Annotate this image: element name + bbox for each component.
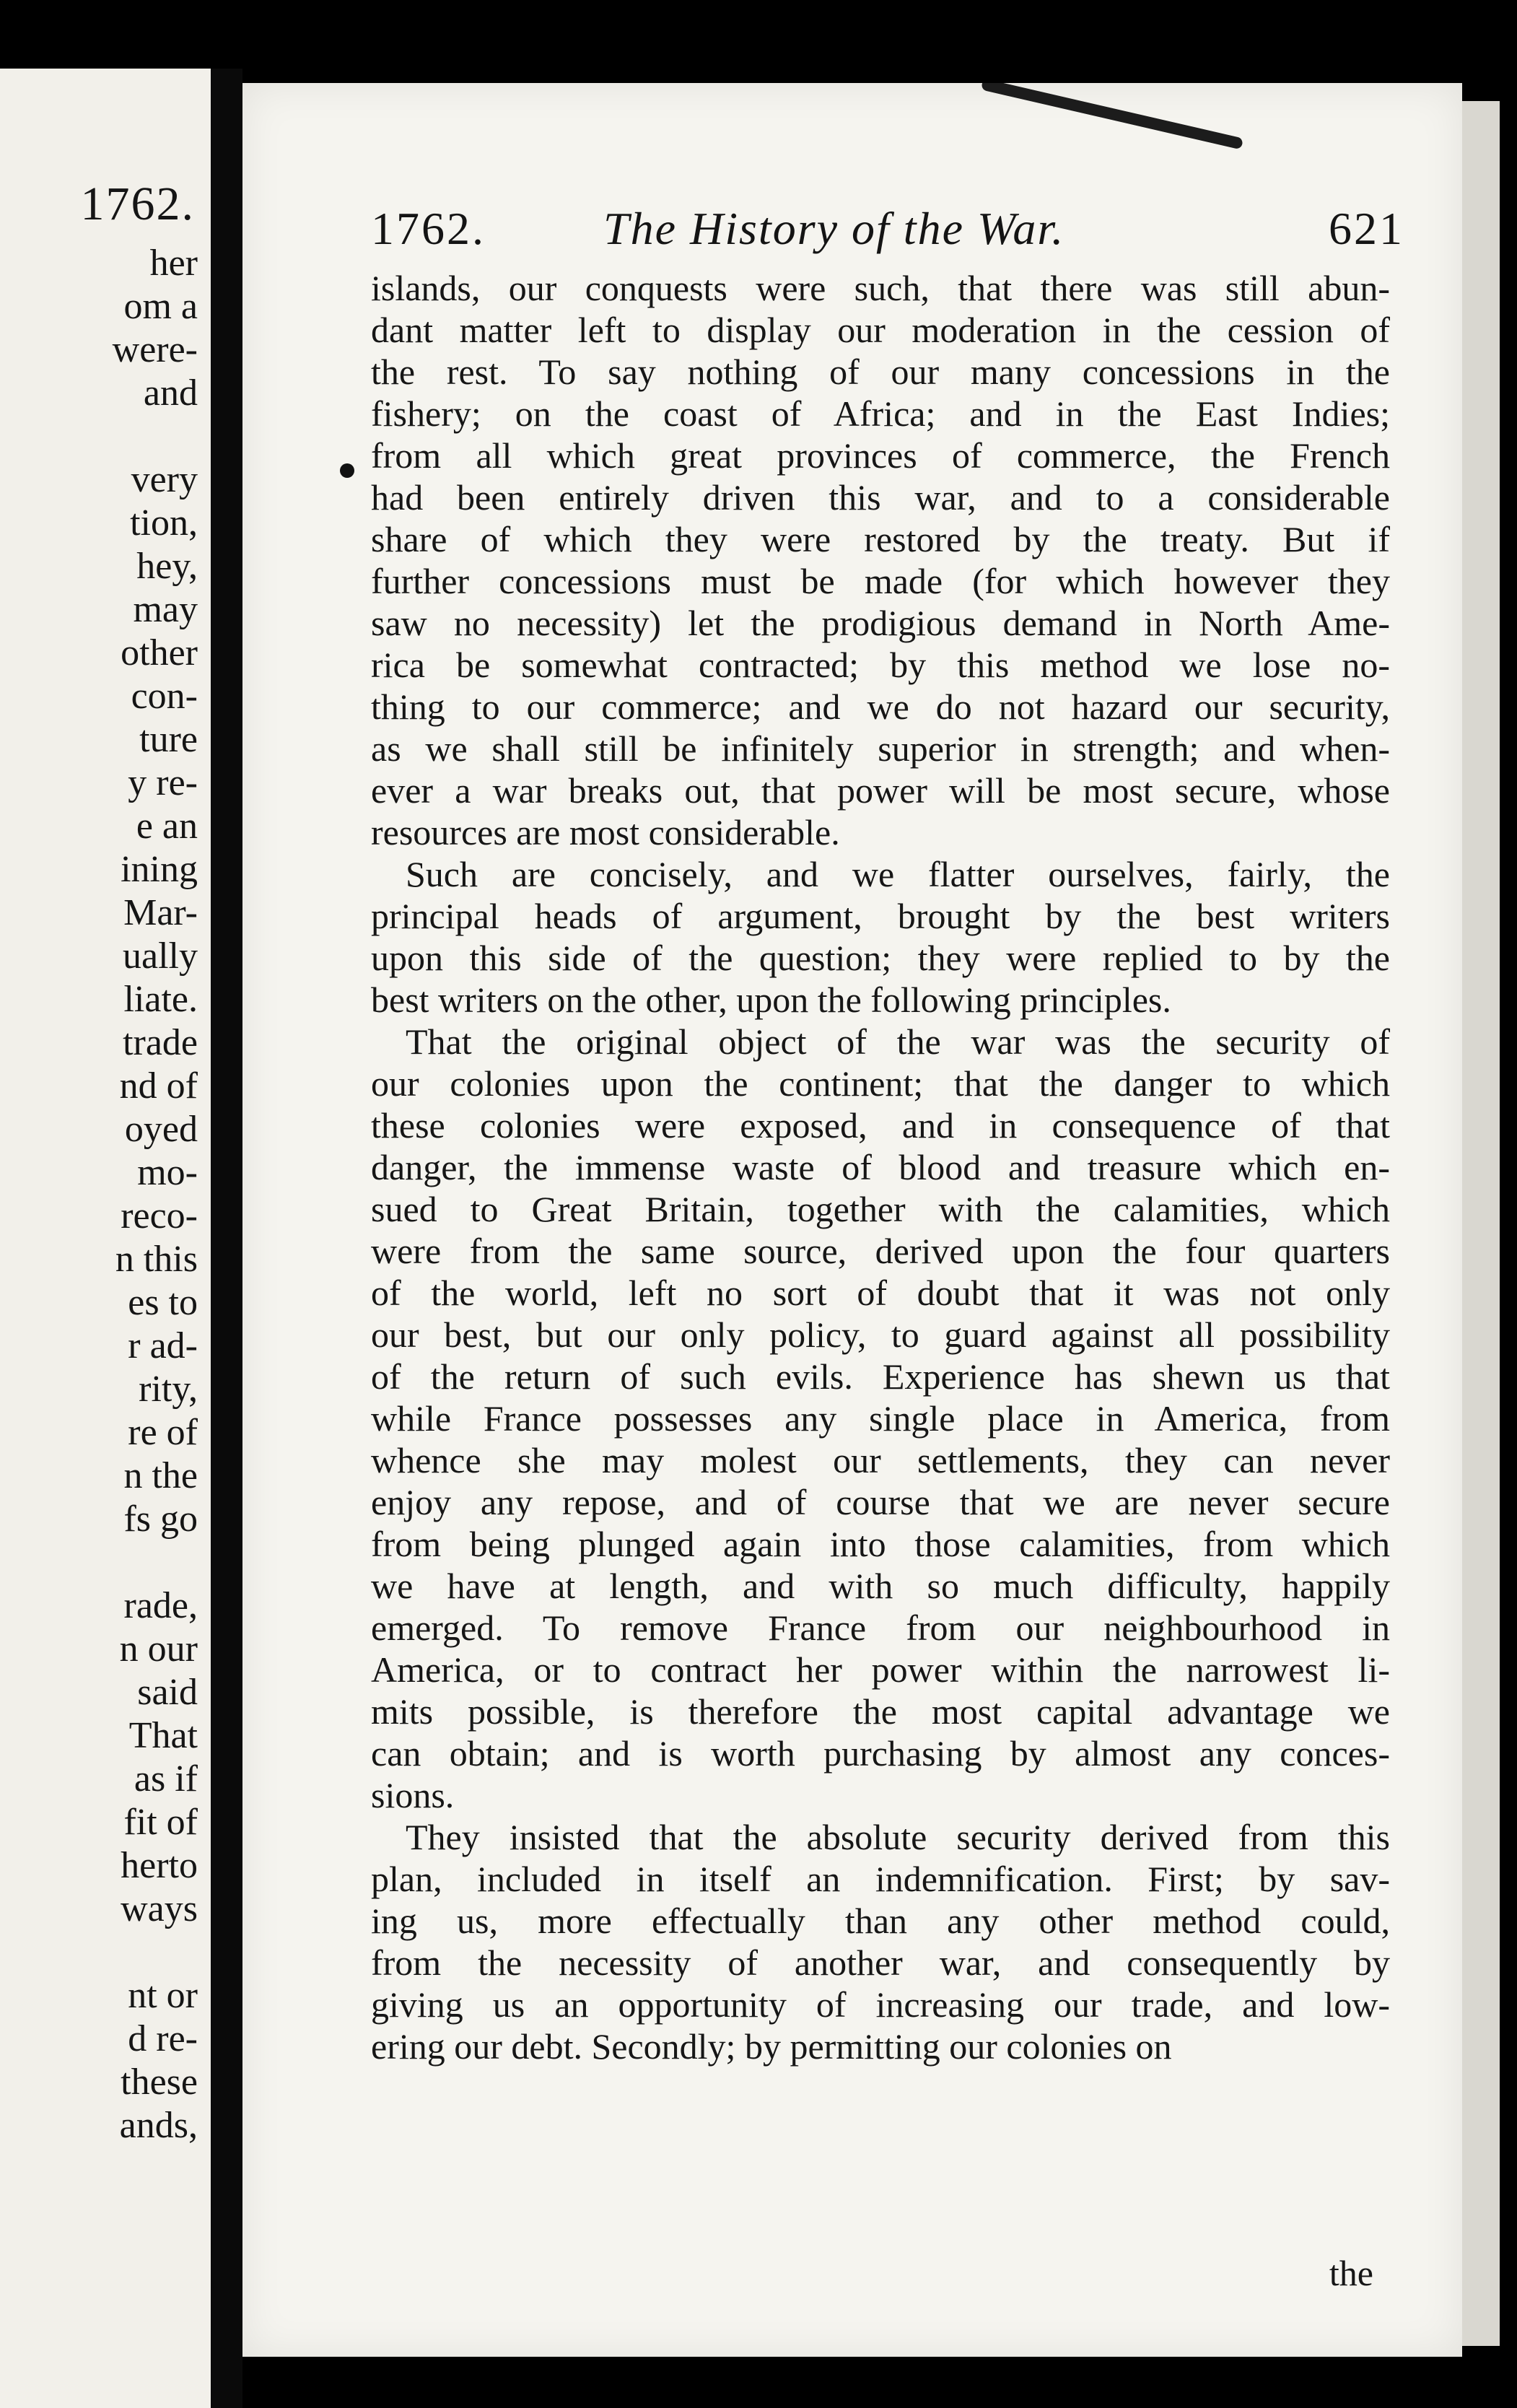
text-line: as we shall still be infinitely superior in strength; and when- xyxy=(371,728,1390,769)
text-line: our colonies upon the continent; that the danger to which xyxy=(371,1063,1390,1104)
facing-page-fragment: reco- xyxy=(121,1195,198,1236)
text-line: plan, included in itself an indemnification. First; by sav- xyxy=(371,1859,1390,1899)
text-line: ever a war breaks out, that power will be most secure, whose xyxy=(371,770,1390,811)
facing-page-fragment: n this xyxy=(115,1239,198,1280)
text-line: principal heads of argument, brought by the best writers xyxy=(371,896,1390,936)
page-number: 621 xyxy=(1329,203,1404,254)
page-edge xyxy=(1462,101,1500,2346)
text-line: rica be somewhat contracted; by this method we lose no- xyxy=(371,645,1390,685)
facing-page-fragment: ture xyxy=(139,719,198,760)
text-line: from the necessity of another war, and consequently by xyxy=(371,1942,1390,1983)
text-line: islands, our conquests were such, that there was still abun- xyxy=(371,268,1390,308)
text-line: ing us, more effectually than any other method could, xyxy=(371,1901,1390,1941)
text-line: sued to Great Britain, together with the calamities, which xyxy=(371,1189,1390,1229)
book-gutter xyxy=(211,69,242,2408)
text-line: share of which they were restored by the treaty. But if xyxy=(371,519,1390,559)
running-header xyxy=(242,202,1462,260)
facing-page-fragment: Mar- xyxy=(123,892,198,933)
facing-page-fragment: oyed xyxy=(124,1109,198,1150)
text-line: from all which great provinces of commerce, the French xyxy=(371,435,1390,476)
text-line: from being plunged again into those calamities, from which xyxy=(371,1524,1390,1564)
facing-page-fragment: liate. xyxy=(123,979,198,1020)
text-line: best writers on the other, upon the following principles. xyxy=(371,980,1171,1020)
facing-page-fragment: es to xyxy=(128,1282,198,1323)
text-line: our best, but our only policy, to guard against all possibility xyxy=(371,1314,1390,1355)
margin-dot xyxy=(340,463,354,478)
text-line: while France possesses any single place in America, from xyxy=(371,1398,1390,1439)
text-line: upon this side of the question; they were replied to by the xyxy=(371,938,1390,978)
facing-page-fragment: That xyxy=(128,1715,198,1756)
catchword: the xyxy=(1329,2253,1373,2293)
text-line: further concessions must be made (for which however they xyxy=(371,561,1390,601)
facing-page-fragment: con- xyxy=(131,676,198,717)
facing-page-fragment: d re- xyxy=(128,2018,198,2059)
facing-page-fragment: y re- xyxy=(128,762,198,803)
facing-page-fragment: ually xyxy=(123,935,198,977)
facing-page-fragment: n the xyxy=(123,1455,198,1496)
text-line: dant matter left to display our moderation in the cession of xyxy=(371,310,1390,350)
text-line: whence she may molest our settlements, they can never xyxy=(371,1440,1390,1480)
text-line: can obtain; and is worth purchasing by almost any conces- xyxy=(371,1733,1390,1774)
facing-page-fragment: rity, xyxy=(139,1369,198,1410)
facing-page-fragment: r ad- xyxy=(128,1325,198,1366)
facing-page-fragment: fit of xyxy=(123,1802,198,1843)
text-line: were from the same source, derived upon the four quarters xyxy=(371,1231,1390,1271)
facing-page-fragment: her xyxy=(149,243,198,284)
facing-page-fragment: e an xyxy=(136,806,198,847)
facing-page-fragment: tion, xyxy=(130,502,198,544)
text-line: fishery; on the coast of Africa; and in the East Indies; xyxy=(371,393,1390,434)
facing-page-fragment: said xyxy=(137,1672,198,1713)
facing-page-fragment: trade xyxy=(123,1022,198,1063)
facing-page-fragment: ining xyxy=(121,849,198,890)
header-title: The History of the War. xyxy=(603,203,1065,254)
text-line: America, or to contract her power within the narrowest li- xyxy=(371,1649,1390,1690)
text-line: these colonies were exposed, and in consequence of that xyxy=(371,1105,1390,1146)
facing-page-fragment: om a xyxy=(123,286,198,327)
facing-page-heading: 1762. xyxy=(80,178,195,230)
facing-page-fragment: nd of xyxy=(119,1065,198,1107)
facing-page-fragment: fs go xyxy=(123,1499,198,1540)
facing-page-fragment: re of xyxy=(128,1412,198,1453)
text-line: the rest. To say nothing of our many concessions in the xyxy=(371,352,1390,392)
text-line: resources are most considerable. xyxy=(371,812,840,852)
facing-page-fragment: ways xyxy=(121,1888,198,1929)
facing-page-fragment: mo- xyxy=(137,1152,198,1193)
facing-page-fragment: nt or xyxy=(128,1975,198,2016)
facing-page-fragment: very xyxy=(131,459,198,500)
facing-page-fragment: and xyxy=(143,372,198,414)
facing-page-fragment: hey, xyxy=(136,546,198,587)
text-line: Such are concisely, and we flatter ourselves, fairly, the xyxy=(406,854,1390,894)
text-line: we have at length, and with so much difficulty, happily xyxy=(371,1566,1390,1606)
header-year: 1762. xyxy=(371,203,486,254)
text-line: of the return of such evils. Experience has shewn us that xyxy=(371,1356,1390,1397)
text-line: danger, the immense waste of blood and treasure which en- xyxy=(371,1147,1390,1187)
facing-page-fragment: may xyxy=(133,589,198,630)
text-line: saw no necessity) let the prodigious demand in North Ame- xyxy=(371,603,1390,643)
text-line: sions. xyxy=(371,1775,455,1815)
facing-page-fragment: rade, xyxy=(123,1585,198,1626)
text-line: enjoy any repose, and of course that we are never secure xyxy=(371,1482,1390,1522)
text-line: emerged. To remove France from our neighbourhood in xyxy=(371,1607,1390,1648)
facing-page-fragment: other xyxy=(121,632,198,673)
facing-page-fragment: herto xyxy=(121,1845,198,1886)
body-text xyxy=(371,267,1390,2067)
text-line: giving us an opportunity of increasing our trade, and low- xyxy=(371,1984,1390,2025)
text-line: thing to our commerce; and we do not hazard our security, xyxy=(371,686,1390,727)
pen-mark xyxy=(981,83,1243,149)
book-page xyxy=(242,83,1462,2357)
facing-page-fragment: as if xyxy=(134,1758,198,1800)
facing-page xyxy=(0,69,211,2408)
text-line: ering our debt. Secondly; by permitting our colonies on xyxy=(371,2026,1172,2067)
facing-page-fragment: ands, xyxy=(119,2105,198,2146)
facing-page-fragment: n our xyxy=(119,1628,198,1670)
text-line: They insisted that the absolute security derived from this xyxy=(406,1817,1390,1857)
facing-page-fragment: these xyxy=(121,2062,198,2103)
text-line: mits possible, is therefore the most capital advantage we xyxy=(371,1691,1390,1732)
text-line: That the original object of the war was the security of xyxy=(406,1021,1390,1062)
text-line: of the world, left no sort of doubt that it was not only xyxy=(371,1273,1390,1313)
facing-page-fragment: were- xyxy=(112,329,198,370)
text-line: had been entirely driven this war, and to a considerable xyxy=(371,477,1390,518)
